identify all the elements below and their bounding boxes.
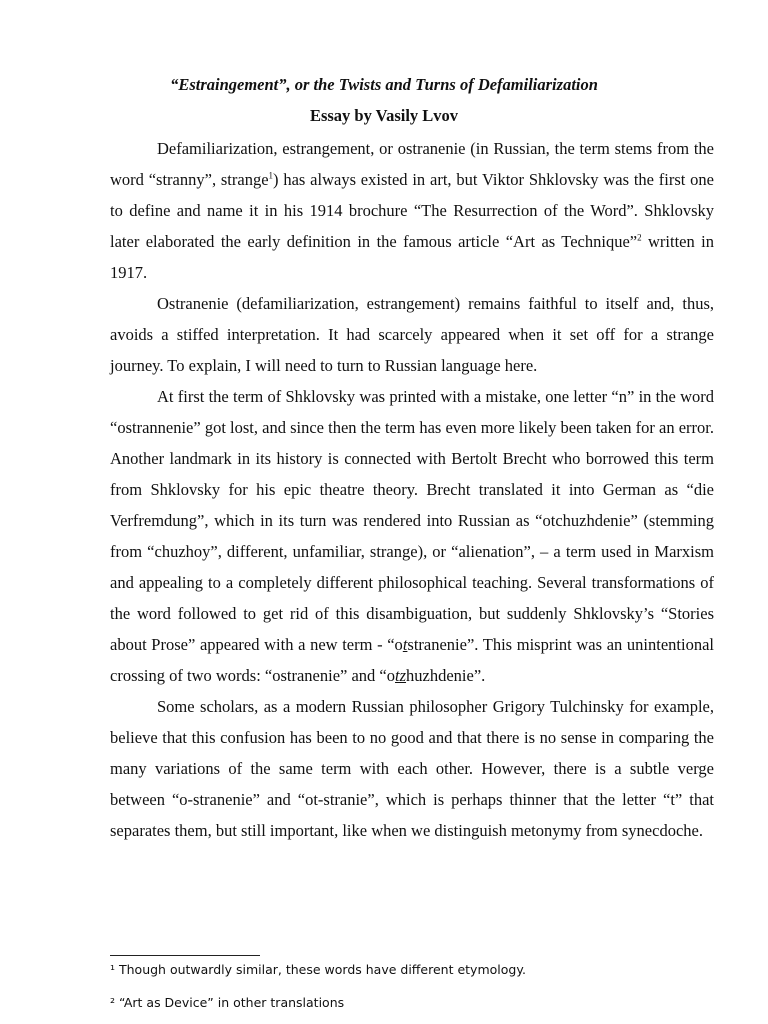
footnote-divider	[110, 955, 260, 956]
paragraph-4: Some scholars, as a modern Russian philosopher Grigory Tulchinsky for example, believe that this confusion has been to no good and that there is no sense in comparing the many variations of the same term with each other. However, there is a subtle verge between “o-stranenie” and “ot-stranie”, which is perhaps thinner that the letter “t” that separates them, but still important, like when we distinguish metonymy from synecdoche.	[110, 697, 714, 840]
misprint-letter-t: t	[402, 635, 408, 654]
paragraph-2: Ostranenie (defamiliarization, estrangement) remains faithful to itself and, thus, avoids a stiffed interpretation. It had scarcely appeared when it set off for a strange journey. To explain, I will need to turn to Russian language here.	[110, 294, 714, 375]
paragraph-1-text-c: written in 1917.	[110, 232, 714, 282]
essay-author-line: Essay by Vasily Lvov	[309, 106, 459, 125]
paragraph-1-text-a: Defamiliarization, estrangement, or ostranenie (in Russian, the term stems from the word “stranny”, strange	[110, 139, 714, 189]
footnote-2: ² “Art as Device” in other translations	[110, 995, 345, 1010]
paragraph-3-text-b: stranenie”. This misprint was an unintentional crossing of two words: “ostranenie” and “o	[110, 635, 714, 685]
misprint-letters-tz: tz	[395, 666, 407, 685]
footnote-1: ¹ Though outwardly similar, these words have different etymology.	[110, 962, 526, 977]
paragraph-1-text-b: ) has always existed in art, but Viktor Shklovsky was the first one to define and name it in his 1914 brochure “The Resurrection of the Word”. Shklovsky later elaborated the early definition in the famous article “Art as Technique”	[110, 170, 715, 251]
essay-body	[110, 133, 714, 846]
footnote-ref-2: 2	[637, 232, 642, 243]
paragraph-3-text-a: At first the term of Shklovsky was printed with a mistake, one letter “n” in the word “ostrannenie” got lost, and since then the term has even more likely been taken for an error. Another landmark in its history is connected with Bertolt Brecht who borrowed this term from Shklovsky for his epic theatre theory. Brecht translated it into German as “die Verfremdung”, which in its turn was rendered into Russian as “otchuzhdenie” (stemming from “chuzhoy”, different, unfamiliar, strange), or “alienation”, – a term used in Marxism and appealing to a completely different philosophical teaching. Several transformations of the word followed to get rid of this disambiguation, but suddenly Shklovsky’s “Stories about Prose” appeared with a new term - “o	[110, 387, 714, 654]
paragraph-3-text-c: huzhdenie”.	[406, 666, 486, 685]
paragraph-1	[110, 133, 714, 288]
paragraph-3	[110, 381, 714, 691]
footnote-ref-1: 1	[268, 170, 274, 181]
essay-title: “Estraingement”, or the Twists and Turns of Defamiliarization	[170, 75, 598, 94]
